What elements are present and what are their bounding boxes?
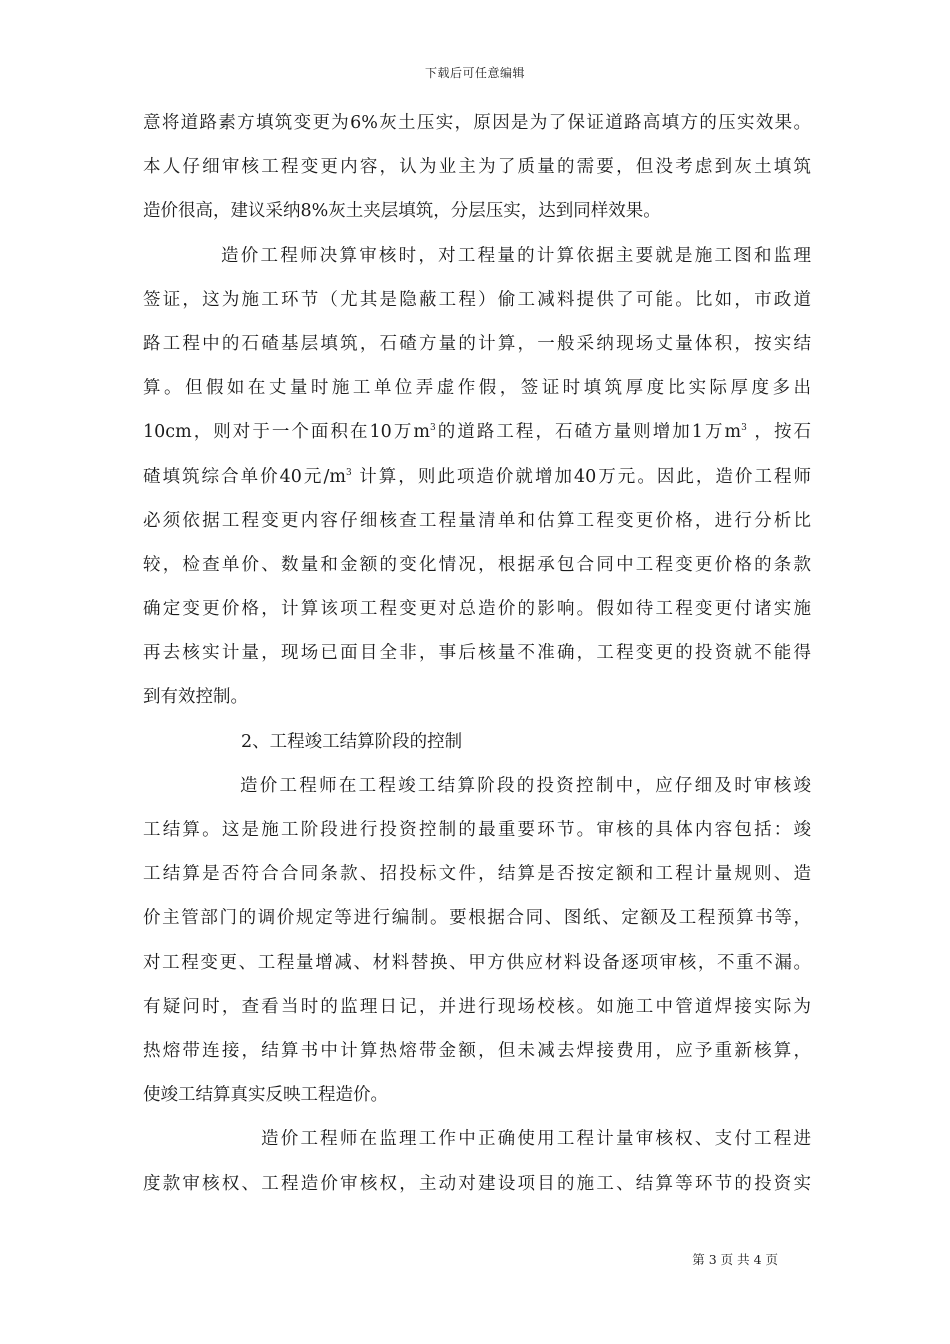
page-header: 下载后可任意编辑 — [424, 66, 525, 80]
body-line: 工结算。这是施工阶段进行投资控制的最重要环节。审核的具体内容包括：竣 — [143, 820, 811, 840]
body-line: 有疑问时，查看当时的监理日记，并进行现场校核。如施工中管道焊接实际为 — [143, 996, 811, 1017]
body-line: 必须依据工程变更内容仔细核查工程量清单和估算工程变更价格，进行分析比 — [143, 510, 811, 531]
body-line: 意将道路素方填筑变更为6%灰土压实，原因是为了保证道路高填方的压实效果。 — [143, 113, 811, 133]
body-line: 路工程中的石碴基层填筑，石碴方量的计算，一般采纳现场丈量体积，按实结 — [143, 333, 811, 354]
body-line: 造价工程师在工程竣工结算阶段的投资控制中，应仔细及时审核竣 — [240, 775, 811, 796]
body-line: 再去核实计量，现场已面目全非，事后核量不准确，工程变更的投资就不能得 — [143, 643, 811, 664]
body-line: 造价工程师决算审核时，对工程量的计算依据主要就是施工图和监理 — [221, 245, 811, 266]
body-line: 签证，这为施工环节（尤其是隐蔽工程）偷工减料提供了可能。比如，市政道 — [143, 289, 811, 310]
body-line-with-units: 10cm，则对于一个面积在10万$m^3$的道路工程，石碴方量则增加1万$m^3$ ，按石 — [143, 422, 811, 443]
body-line: 工结算是否符合合同条款、招投标文件，结算是否按定额和工程计量规则、造 — [143, 864, 811, 885]
body-line: 度款审核权、工程造价审核权，主动对建设项目的施工、结算等环节的投资实 — [143, 1173, 811, 1194]
body-line: 较，检查单价、数量和金额的变化情况，根据承包合同中工程变更价格的条款 — [143, 554, 811, 575]
body-line: 算。但假如在丈量时施工单位弄虚作假，签证时填筑厚度比实际厚度多出 — [143, 378, 811, 399]
body-line: 使竣工结算真实反映工程造价。 — [143, 1085, 388, 1106]
body-line: 对工程变更、工程量增减、材料替换、甲方供应材料设备逐项审核，不重不漏。 — [143, 952, 811, 973]
body-line: 确定变更价格，计算该项工程变更对总造价的影响。假如待工程变更付诸实施 — [143, 599, 811, 620]
body-line-with-units: 碴填筑综合单价40元$/m^3$ 计算，则此项造价就增加40万元。因此，造价工程师 — [143, 466, 811, 487]
body-line: 到有效控制。 — [143, 687, 248, 708]
section-heading: 2、工程竣工结算阶段的控制 — [241, 731, 463, 752]
body-line: 本人仔细审核工程变更内容，认为业主为了质量的需要，但没考虑到灰土填筑 — [143, 157, 811, 178]
body-line: 热熔带连接，结算书中计算热熔带金额，但未减去焊接费用，应予重新核算， — [143, 1040, 811, 1061]
document-body — [143, 101, 811, 1206]
body-line: 价主管部门的调价规定等进行编制。要根据合同、图纸、定额及工程预算书等， — [143, 908, 811, 929]
page-footer: 第 3 页 共 4 页 — [692, 1252, 778, 1267]
body-line: 造价工程师在监理工作中正确使用工程计量审核权、支付工程进 — [261, 1129, 811, 1150]
body-line: 造价很高，建议采纳8%灰土夹层填筑，分层压实，达到同样效果。 — [143, 201, 661, 222]
